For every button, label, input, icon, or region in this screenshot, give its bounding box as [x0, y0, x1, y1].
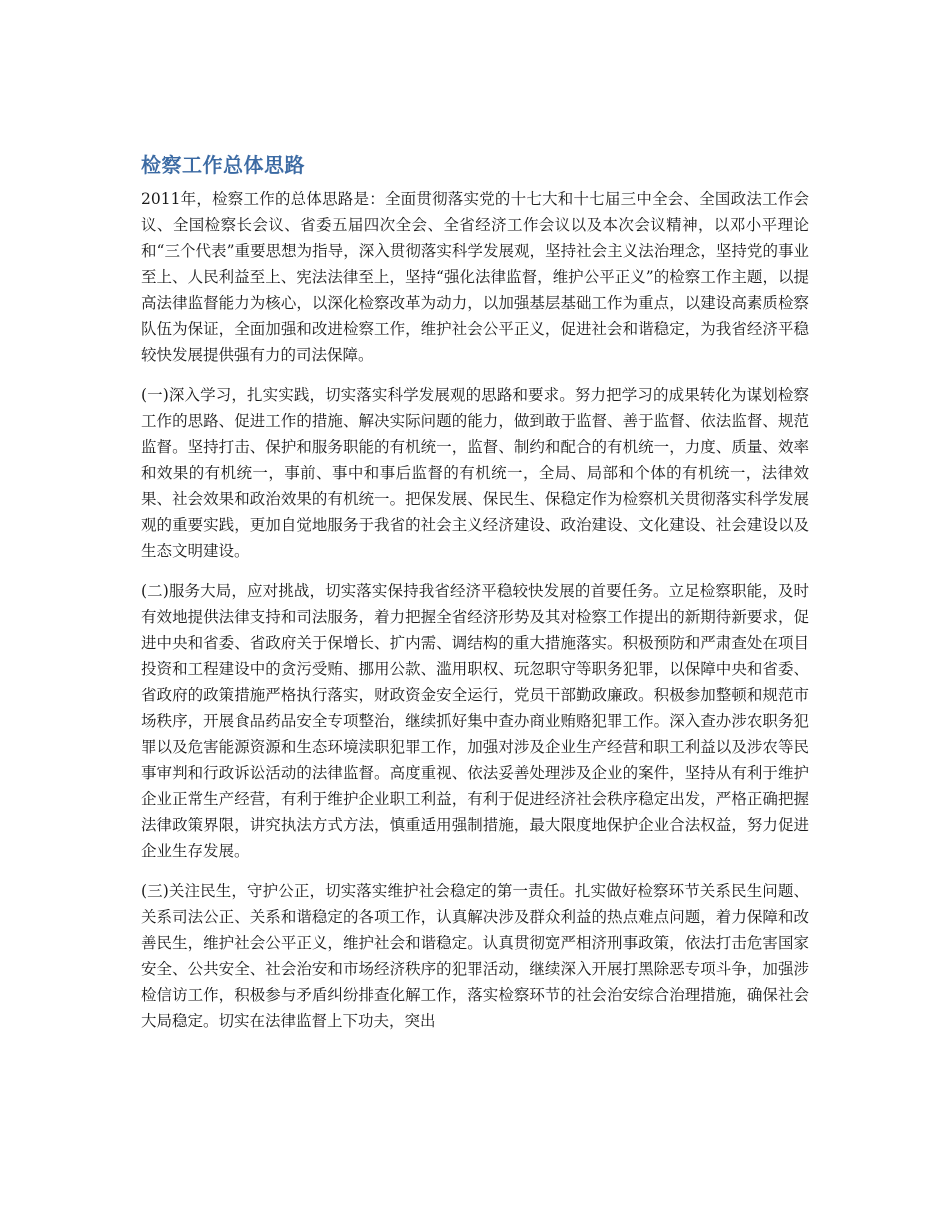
paragraph-section-3: (三)关注民生，守护公正，切实落实维护社会稳定的第一责任。扎实做好检察环节关系民生问题、关系司法公正、关系和谐稳定的各项工作，认真解决涉及群众利益的热点难点问题，着力保障和改善民生，维护社会公平正义，维护社会和谐稳定。认真贯彻宽严相济刑事政策，依法打击危害国家安全、公共安全、社会治安和市场经济秩序的犯罪活动，继续深入开展打黑除恶专项斗争，加强涉检信访工作，积极参与矛盾纠纷排查化解工作，落实检察环节的社会治安综合治理措施，确保社会大局稳定。切实在法律监督上下功夫，突出: [141, 882, 809, 1030]
document-title: 检察工作总体思路: [141, 153, 305, 177]
paragraph-section-1: (一)深入学习，扎实实践，切实落实科学发展观的思路和要求。努力把学习的成果转化为谋划检察工作的思路、促进工作的措施、解决实际问题的能力，做到敢于监督、善于监督、依法监督、规范监督。坚持打击、保护和服务职能的有机统一，监督、制约和配合的有机统一，力度、质量、效率和效果的有机统一，事前、事中和事后监督的有机统一，全局、局部和个体的有机统一，法律效果、社会效果和政治效果的有机统一。把保发展、保民生、保稳定作为检察机关贯彻落实科学发展观的重要实践，更加自觉地服务于我省的社会主义经济建设、政治建设、文化建设、社会建设以及生态文明建设。: [141, 386, 809, 560]
paragraph-section-2: (二)服务大局，应对挑战，切实落实保持我省经济平稳较快发展的首要任务。立足检察职能，及时有效地提供法律支持和司法服务，着力把握全省经济形势及其对检察工作提出的新期待新要求，促进中央和省委、省政府关于保增长、扩内需、调结构的重大措施落实。积极预防和严肃查处在项目投资和工程建设中的贪污受贿、挪用公款、滥用职权、玩忽职守等职务犯罪，以保障中央和省委、省政府的政策措施严格执行落实，财政资金安全运行，党员干部勤政廉政。积极参加整顿和规范市场秩序，开展食品药品安全专项整治，继续抓好集中查办商业贿赂犯罪工作。深入查办涉农职务犯罪以及危害能源资源和生态环境渎职犯罪工作，加强对涉及企业生产经营和职工利益以及涉农等民事审判和行政诉讼活动的法律监督。高度重视、依法妥善处理涉及企业的案件，坚持从有利于维护企业正常生产经营，有利于维护企业职工利益，有利于促进经济社会秩序稳定出发，严格正确把握法律政策界限，讲究执法方式方法，慎重适用强制措施，最大限度地保护企业合法权益，努力促进企业生存发展。: [141, 582, 809, 860]
paragraph-overview: 2011年，检察工作的总体思路是：全面贯彻落实党的十七大和十七届三中全会、全国政法工作会议、全国检察长会议、省委五届四次全会、全省经济工作会议以及本次会议精神，以邓小平理论和“三个代表”重要思想为指导，深入贯彻落实科学发展观，坚持社会主义法治理念，坚持党的事业至上、人民利益至上、宪法法律至上，坚持“强化法律监督，维护公平正义”的检察工作主题，以提高法律监督能力为核心，以深化检察改革为动力，以加强基层基础工作为重点，以建设高素质检察队伍为保证，全面加强和改进检察工作，维护社会公平正义，促进社会和谐稳定，为我省经济平稳较快发展提供强有力的司法保障。: [141, 190, 809, 364]
document-page: [141, 150, 809, 1048]
